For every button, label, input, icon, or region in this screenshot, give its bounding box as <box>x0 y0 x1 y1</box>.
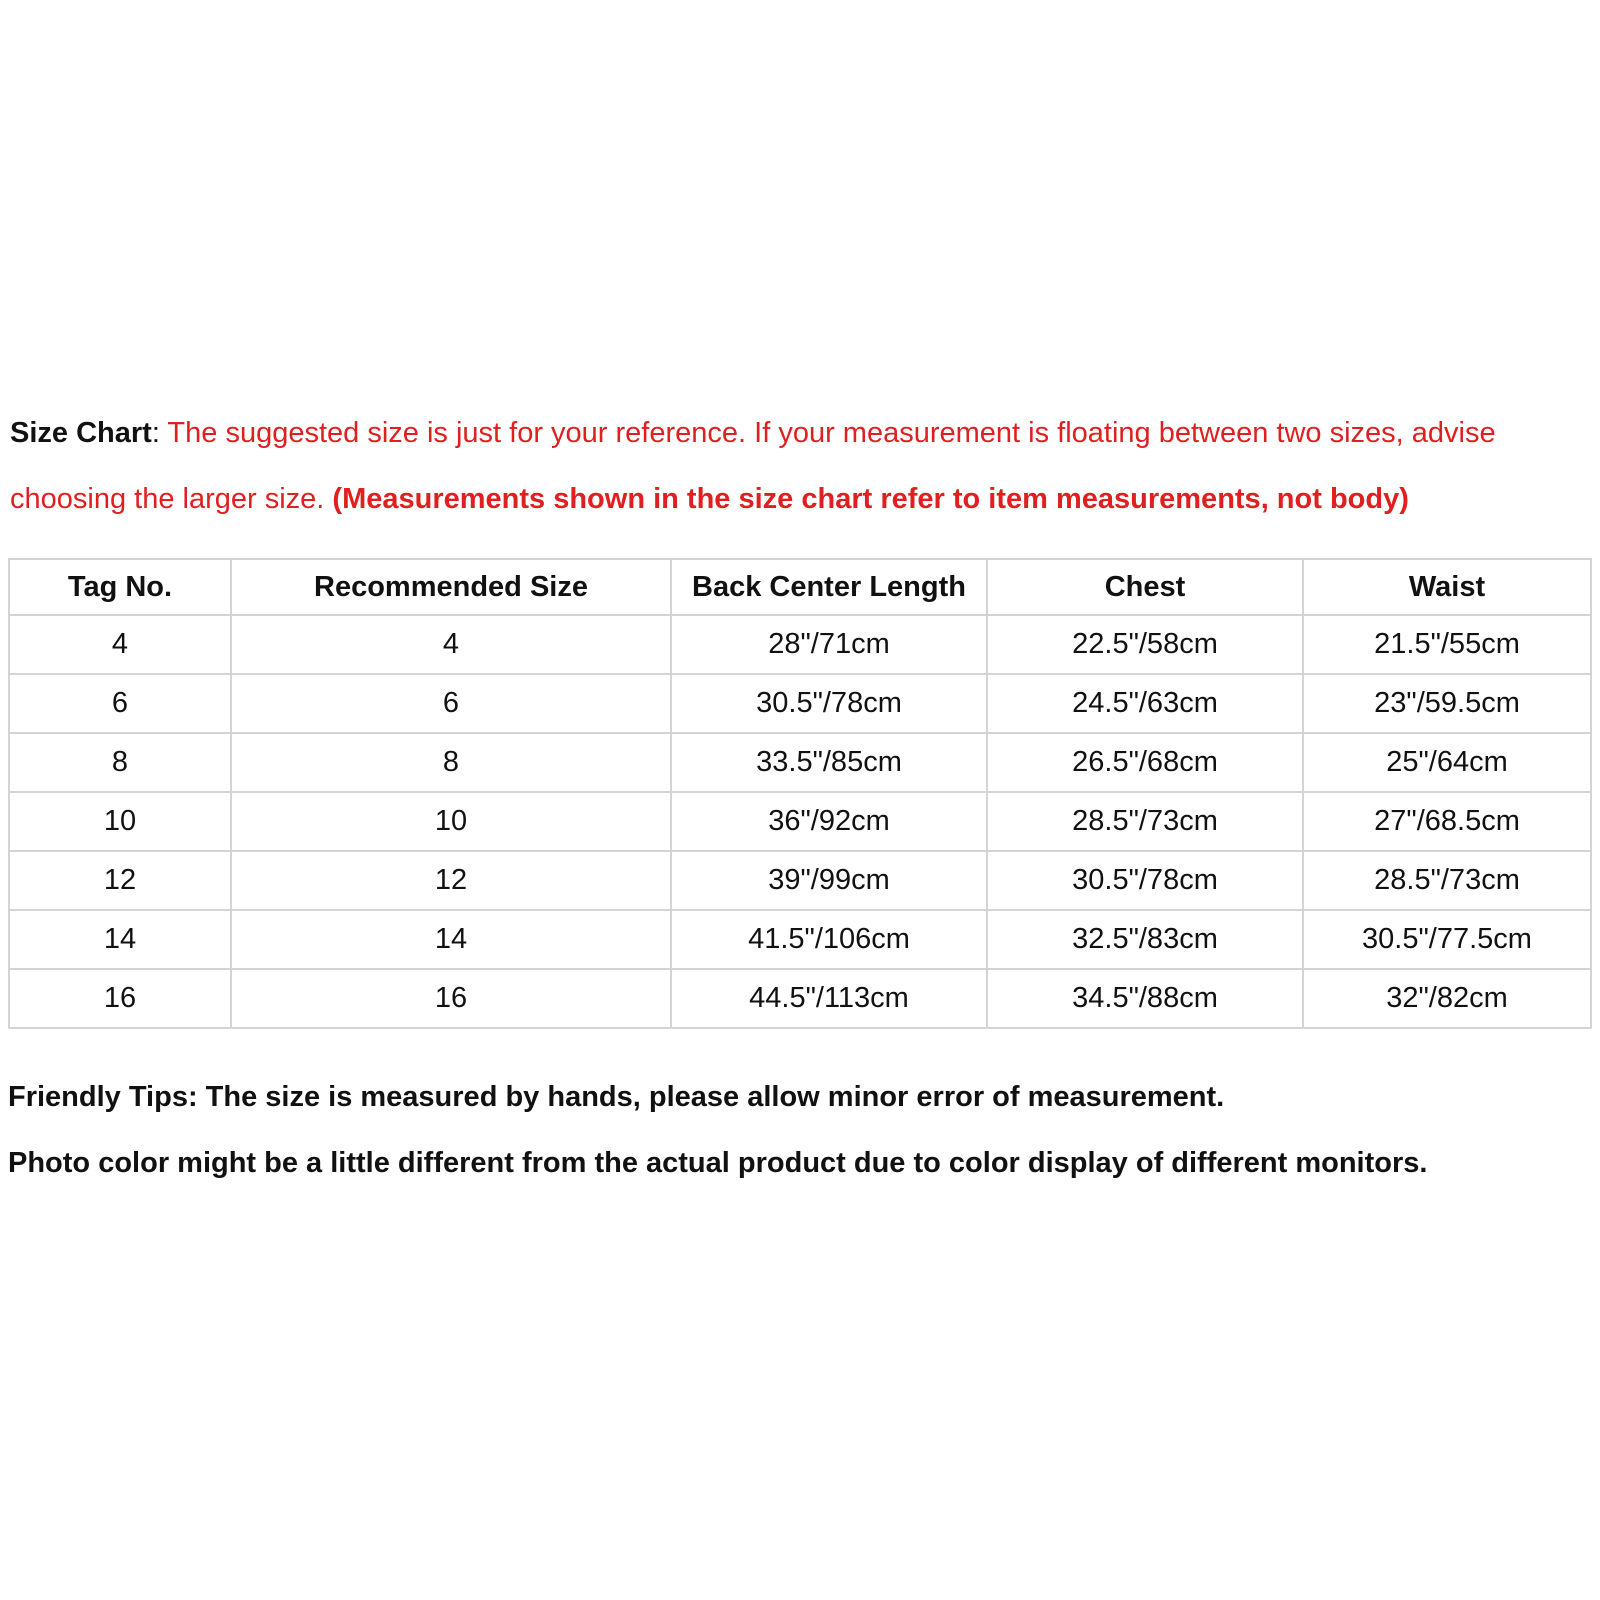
header-waist: Waist <box>1303 559 1591 615</box>
cell-chest: 32.5"/83cm <box>987 910 1303 969</box>
cell-back-center-length: 44.5"/113cm <box>671 969 987 1028</box>
size-chart-intro <box>10 400 1590 532</box>
size-chart-emphasis: (Measurements shown in the size chart refer to item measurements, not body) <box>332 483 1409 515</box>
cell-waist: 25"/64cm <box>1303 733 1591 792</box>
cell-tag-no: 14 <box>9 910 231 969</box>
table-row <box>9 615 1591 674</box>
cell-waist: 27"/68.5cm <box>1303 792 1591 851</box>
cell-tag-no: 12 <box>9 851 231 910</box>
cell-chest: 34.5"/88cm <box>987 969 1303 1028</box>
cell-chest: 24.5"/63cm <box>987 674 1303 733</box>
cell-recommended-size: 10 <box>231 792 671 851</box>
cell-tag-no: 10 <box>9 792 231 851</box>
cell-back-center-length: 30.5"/78cm <box>671 674 987 733</box>
size-table <box>8 558 1592 1029</box>
cell-chest: 22.5"/58cm <box>987 615 1303 674</box>
cell-recommended-size: 14 <box>231 910 671 969</box>
cell-tag-no: 16 <box>9 969 231 1028</box>
cell-back-center-length: 41.5"/106cm <box>671 910 987 969</box>
cell-back-center-length: 28"/71cm <box>671 615 987 674</box>
tips-line-color: Photo color might be a little different from the actual product due to color display of different monitors. <box>8 1147 1428 1179</box>
table-row <box>9 910 1591 969</box>
cell-recommended-size: 16 <box>231 969 671 1028</box>
cell-waist: 23"/59.5cm <box>1303 674 1591 733</box>
cell-chest: 28.5"/73cm <box>987 792 1303 851</box>
table-header-row <box>9 559 1591 615</box>
table-row <box>9 969 1591 1028</box>
size-chart-separator: : <box>151 417 168 449</box>
cell-waist: 21.5"/55cm <box>1303 615 1591 674</box>
friendly-tips <box>8 1064 1588 1196</box>
header-chest: Chest <box>987 559 1303 615</box>
cell-chest: 30.5"/78cm <box>987 851 1303 910</box>
cell-tag-no: 4 <box>9 615 231 674</box>
cell-back-center-length: 39"/99cm <box>671 851 987 910</box>
cell-recommended-size: 4 <box>231 615 671 674</box>
cell-recommended-size: 6 <box>231 674 671 733</box>
table-row <box>9 851 1591 910</box>
cell-chest: 26.5"/68cm <box>987 733 1303 792</box>
cell-tag-no: 6 <box>9 674 231 733</box>
header-tag-no: Tag No. <box>9 559 231 615</box>
cell-waist: 32"/82cm <box>1303 969 1591 1028</box>
cell-waist: 30.5"/77.5cm <box>1303 910 1591 969</box>
header-back-center-length: Back Center Length <box>671 559 987 615</box>
table-row <box>9 733 1591 792</box>
cell-back-center-length: 33.5"/85cm <box>671 733 987 792</box>
cell-recommended-size: 8 <box>231 733 671 792</box>
table-row <box>9 674 1591 733</box>
size-chart-note: The suggested size is just for your reference. If your measurement is floating between two sizes, advise choosing the larger size. <box>10 417 1496 515</box>
cell-back-center-length: 36"/92cm <box>671 792 987 851</box>
tips-line-measurement: Friendly Tips: The size is measured by hands, please allow minor error of measurement. <box>8 1081 1225 1113</box>
header-recommended-size: Recommended Size <box>231 559 671 615</box>
cell-recommended-size: 12 <box>231 851 671 910</box>
size-chart-label: Size Chart <box>10 417 152 449</box>
cell-waist: 28.5"/73cm <box>1303 851 1591 910</box>
table-row <box>9 792 1591 851</box>
cell-tag-no: 8 <box>9 733 231 792</box>
